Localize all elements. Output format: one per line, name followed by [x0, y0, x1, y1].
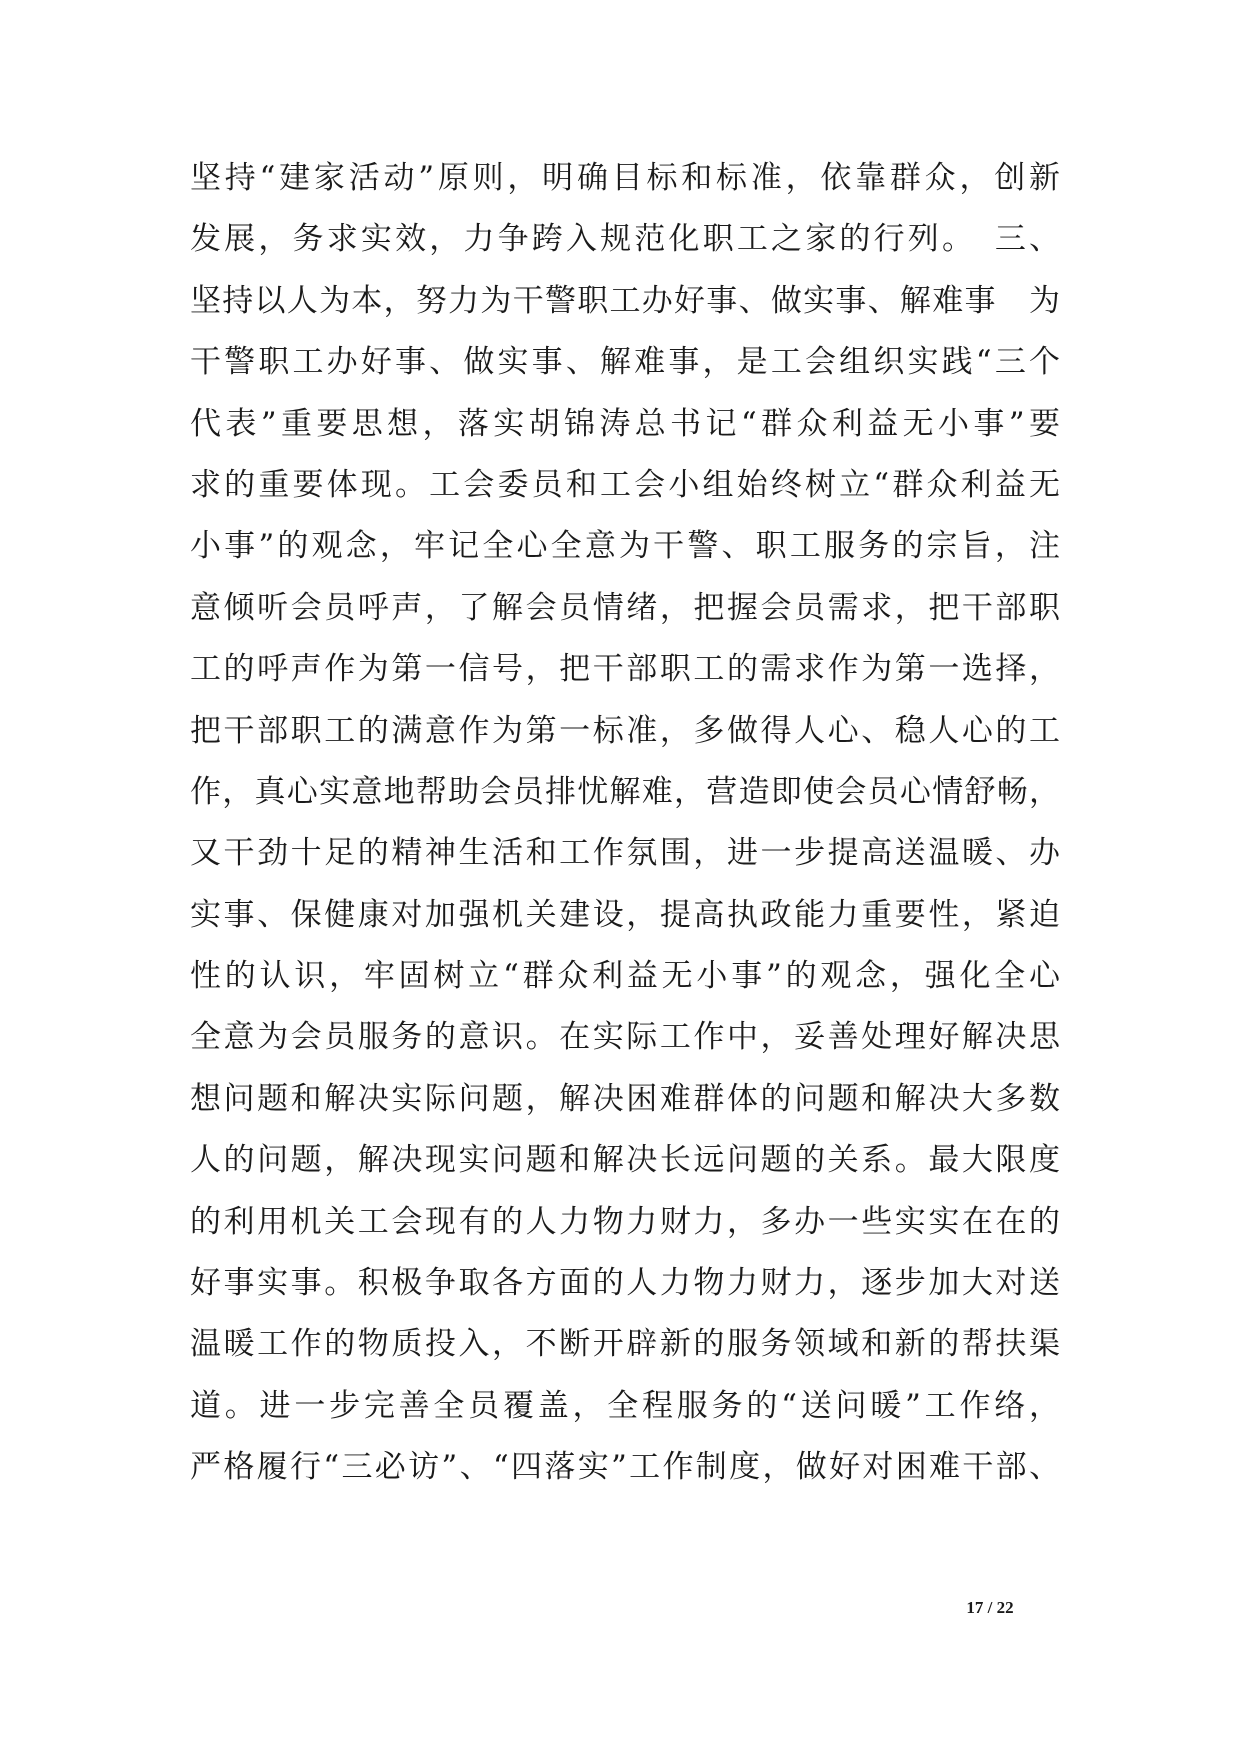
text-line-15: 全意为会员服务的意识。在实际工作中，妥善处理好解决思: [190, 1019, 1060, 1056]
text-line-6: 求的重要体现。工会委员和工会小组始终树立“群众利益无: [190, 466, 1060, 503]
text-line-17: 人的问题，解决现实问题和解决长远问题的关系。最大限度: [190, 1142, 1060, 1179]
text-line-4: 干警职工办好事、做实事、解难事，是工会组织实践“三个: [190, 344, 1060, 381]
text-line-10: 把干部职工的满意作为第一标准，多做得人心、稳人心的工: [190, 712, 1060, 749]
text-line-16: 想问题和解决实际问题，解决困难群体的问题和解决大多数: [190, 1080, 1060, 1117]
text-line-20: 温暖工作的物质投入，不断开辟新的服务领域和新的帮扶渠: [190, 1326, 1060, 1363]
text-line-7: 小事”的观念，牢记全心全意为干警、职工服务的宗旨，注: [190, 528, 1060, 565]
text-line-18: 的利用机关工会现有的人力物力财力，多办一些实实在在的: [190, 1203, 1060, 1240]
text-line-22: 严格履行“三必访”、“四落实”工作制度，做好对困难干部、: [190, 1449, 1060, 1486]
text-line-11: 作，真心实意地帮助会员排忧解难，营造即使会员心情舒畅，: [190, 773, 1060, 810]
text-line-14: 性的认识，牢固树立“群众利益无小事”的观念，强化全心: [190, 958, 1060, 995]
text-line-19: 好事实事。积极争取各方面的人力物力财力，逐步加大对送: [190, 1265, 1060, 1302]
page-number: 17 / 22: [966, 1598, 1014, 1617]
text-line-13: 实事、保健康对加强机关建设，提高执政能力重要性，紧迫: [190, 896, 1060, 933]
text-line-3: 坚持以人为本，努力为干警职工办好事、做实事、解难事 为: [190, 282, 1060, 319]
text-line-9: 工的呼声作为第一信号，把干部职工的需求作为第一选择，: [190, 651, 1060, 688]
text-line-21: 道。进一步完善全员覆盖，全程服务的“送问暖”工作络，: [190, 1387, 1060, 1424]
text-line-8: 意倾听会员呼声，了解会员情绪，把握会员需求，把干部职: [190, 589, 1060, 626]
text-line-5: 代表”重要思想，落实胡锦涛总书记“群众利益无小事”要: [190, 405, 1060, 442]
text-line-12: 又干劲十足的精神生活和工作氛围，进一步提高送温暖、办: [190, 835, 1060, 872]
body-text: [190, 148, 1060, 1499]
text-line-2: 发展，务求实效，力争跨入规范化职工之家的行列。 三、: [190, 221, 1060, 258]
text-line-1: 坚持“建家活动”原则，明确目标和标准，依靠群众，创新: [190, 160, 1060, 196]
